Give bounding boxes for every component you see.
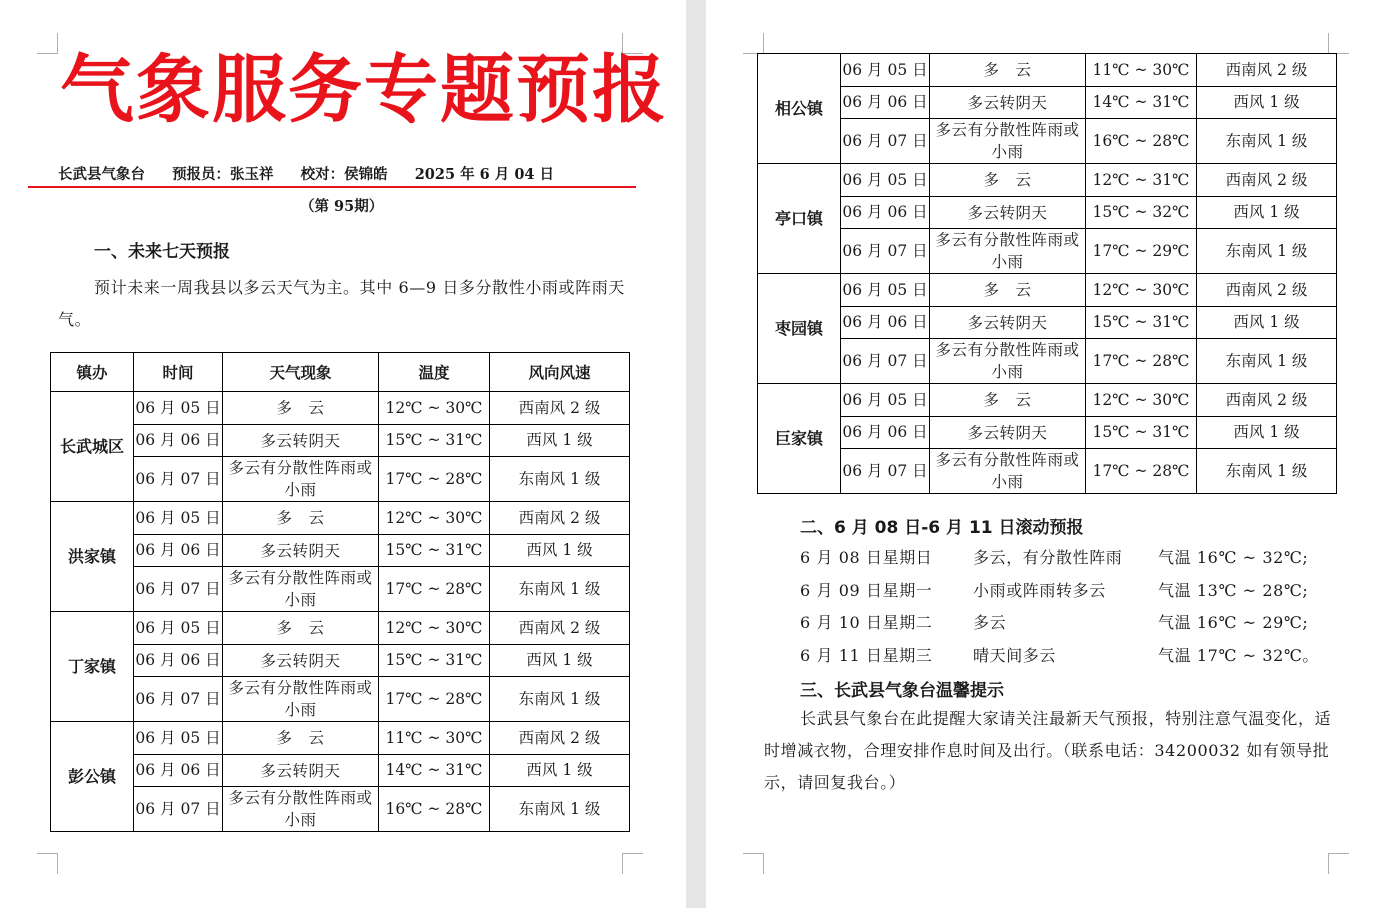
date-cell: 06 月 05 日 — [841, 274, 930, 307]
temperature-cell: 15℃ ~ 31℃ — [379, 645, 490, 677]
temperature-cell: 15℃ ~ 31℃ — [379, 535, 490, 567]
table-row — [758, 87, 1337, 119]
crop-mark — [37, 853, 58, 874]
rolling-temp: 气温 16℃ ~ 32℃; — [1158, 548, 1309, 567]
temperature-cell: 16℃ ~ 28℃ — [1086, 119, 1197, 164]
rolling-weather: 晴天间多云 — [973, 646, 1057, 665]
temperature-cell: 17℃ ~ 28℃ — [1086, 449, 1197, 494]
crop-mark — [37, 33, 58, 54]
temperature-cell: 12℃ ~ 30℃ — [379, 612, 490, 645]
date-cell: 06 月 06 日 — [134, 425, 223, 457]
date-cell: 06 月 06 日 — [134, 755, 223, 787]
wind-cell: 西南风 2 级 — [490, 392, 630, 425]
town-name: 巨家镇 — [758, 384, 841, 494]
header-divider — [28, 186, 636, 188]
date-cell: 06 月 05 日 — [841, 164, 930, 197]
table-row — [51, 502, 630, 535]
report-meta — [58, 163, 638, 184]
table-row — [51, 567, 630, 612]
town-name: 相公镇 — [758, 54, 841, 164]
issue-number: （第 95期） — [300, 198, 384, 215]
table-row — [51, 612, 630, 645]
rolling-day: 6 月 11 日星期三 — [800, 646, 933, 665]
report-date: 2025 年 6 月 04 日 — [414, 166, 555, 183]
weather-cell: 多云有分散性阵雨或小雨 — [930, 229, 1086, 274]
table-row — [51, 535, 630, 567]
rolling-day: 6 月 08 日星期日 — [800, 548, 933, 567]
weather-cell: 多云有分散性阵雨或小雨 — [930, 119, 1086, 164]
weather-cell: 多云有分散性阵雨或小雨 — [223, 677, 379, 722]
weather-cell: 多云转阴天 — [930, 197, 1086, 229]
section-3-heading: 三、长武县气象台温馨提示 — [800, 681, 1004, 701]
wind-cell: 西南风 2 级 — [1197, 384, 1337, 417]
table-row — [758, 197, 1337, 229]
table-row — [51, 645, 630, 677]
date-cell: 06 月 06 日 — [841, 417, 930, 449]
temperature-cell: 11℃ ~ 30℃ — [379, 722, 490, 755]
weather-cell: 多云转阴天 — [223, 425, 379, 457]
crop-mark — [1328, 33, 1349, 54]
table-row — [758, 274, 1337, 307]
weather-cell: 多云转阴天 — [223, 535, 379, 567]
temperature-cell: 15℃ ~ 32℃ — [1086, 197, 1197, 229]
crop-mark — [743, 33, 764, 54]
column-header: 风向风速 — [490, 353, 630, 392]
forecaster: 预报员：张玉祥 — [172, 166, 274, 183]
temperature-cell: 15℃ ~ 31℃ — [379, 425, 490, 457]
table-row — [51, 755, 630, 787]
date-cell: 06 月 06 日 — [134, 645, 223, 677]
date-cell: 06 月 05 日 — [841, 384, 930, 417]
weather-cell: 多云转阴天 — [930, 417, 1086, 449]
town-name: 洪家镇 — [51, 502, 134, 612]
temperature-cell: 12℃ ~ 30℃ — [379, 502, 490, 535]
table-row — [758, 449, 1337, 494]
table-row — [758, 229, 1337, 274]
table-row — [758, 119, 1337, 164]
date-cell: 06 月 07 日 — [841, 339, 930, 384]
weather-cell: 多 云 — [223, 502, 379, 535]
section-1-text: 预计未来一周我县以多云天气为主。其中 6—9 日多分散性小雨或阵雨天气。 — [58, 278, 625, 329]
table-row — [51, 457, 630, 502]
temperature-cell: 17℃ ~ 28℃ — [1086, 339, 1197, 384]
temperature-cell: 12℃ ~ 30℃ — [1086, 384, 1197, 417]
crop-mark — [743, 853, 764, 874]
weather-cell: 多云有分散性阵雨或小雨 — [930, 449, 1086, 494]
wind-cell: 东南风 1 级 — [1197, 449, 1337, 494]
rolling-temp: 气温 13℃ ~ 28℃; — [1158, 581, 1309, 600]
temperature-cell: 16℃ ~ 28℃ — [379, 787, 490, 832]
column-header: 镇办 — [51, 353, 134, 392]
date-cell: 06 月 05 日 — [134, 392, 223, 425]
table-row — [758, 339, 1337, 384]
wind-cell: 东南风 1 级 — [1197, 229, 1337, 274]
temperature-cell: 12℃ ~ 30℃ — [379, 392, 490, 425]
section-3-text: 长武县气象台在此提醒大家请关注最新天气预报，特别注意气温变化，适时增减衣物，合理安排作息时间及出行。（联系电话：34200032 如有领导批示，请回复我台。） — [764, 709, 1332, 792]
table-row — [51, 787, 630, 832]
page-1 — [0, 0, 686, 908]
table-row — [758, 384, 1337, 417]
date-cell: 06 月 07 日 — [134, 457, 223, 502]
temperature-cell: 17℃ ~ 28℃ — [379, 567, 490, 612]
wind-cell: 西南风 2 级 — [1197, 274, 1337, 307]
temperature-cell: 17℃ ~ 28℃ — [379, 677, 490, 722]
date-cell: 06 月 07 日 — [841, 119, 930, 164]
weather-cell: 多云转阴天 — [930, 307, 1086, 339]
temperature-cell: 17℃ ~ 28℃ — [379, 457, 490, 502]
date-cell: 06 月 06 日 — [841, 197, 930, 229]
date-cell: 06 月 05 日 — [841, 54, 930, 87]
wind-cell: 西风 1 级 — [1197, 87, 1337, 119]
date-cell: 06 月 05 日 — [134, 722, 223, 755]
table-row — [758, 307, 1337, 339]
date-cell: 06 月 06 日 — [841, 307, 930, 339]
wind-cell: 东南风 1 级 — [490, 677, 630, 722]
table-row — [51, 677, 630, 722]
wind-cell: 西风 1 级 — [490, 425, 630, 457]
wind-cell: 西风 1 级 — [1197, 417, 1337, 449]
crop-mark — [622, 853, 643, 874]
section-1-heading: 一、未来七天预报 — [94, 242, 230, 262]
table-row — [758, 164, 1337, 197]
wind-cell: 东南风 1 级 — [490, 567, 630, 612]
date-cell: 06 月 07 日 — [134, 567, 223, 612]
temperature-cell: 11℃ ~ 30℃ — [1086, 54, 1197, 87]
temperature-cell: 14℃ ~ 31℃ — [1086, 87, 1197, 119]
wind-cell: 西南风 2 级 — [1197, 54, 1337, 87]
date-cell: 06 月 05 日 — [134, 502, 223, 535]
wind-cell: 西风 1 级 — [1197, 307, 1337, 339]
town-name: 丁家镇 — [51, 612, 134, 722]
rolling-temp: 气温 16℃ ~ 29℃; — [1158, 613, 1309, 632]
column-header: 天气现象 — [223, 353, 379, 392]
temperature-cell: 17℃ ~ 29℃ — [1086, 229, 1197, 274]
wind-cell: 西南风 2 级 — [490, 502, 630, 535]
wind-cell: 东南风 1 级 — [490, 787, 630, 832]
town-name: 亭口镇 — [758, 164, 841, 274]
weather-cell: 多 云 — [223, 392, 379, 425]
rolling-weather: 多云 — [973, 613, 1007, 632]
forecast-table-part-2 — [757, 53, 1337, 494]
table-header-row — [51, 353, 630, 392]
wind-cell: 东南风 1 级 — [490, 457, 630, 502]
column-header: 时间 — [134, 353, 223, 392]
date-cell: 06 月 07 日 — [841, 449, 930, 494]
wind-cell: 东南风 1 级 — [1197, 119, 1337, 164]
rolling-day: 6 月 10 日星期二 — [800, 613, 933, 632]
temperature-cell: 15℃ ~ 31℃ — [1086, 307, 1197, 339]
temperature-cell: 15℃ ~ 31℃ — [1086, 417, 1197, 449]
date-cell: 06 月 06 日 — [841, 87, 930, 119]
town-name: 彭公镇 — [51, 722, 134, 832]
weather-cell: 多云转阴天 — [223, 755, 379, 787]
rolling-weather: 小雨或阵雨转多云 — [973, 581, 1106, 600]
wind-cell: 西风 1 级 — [490, 535, 630, 567]
wind-cell: 东南风 1 级 — [1197, 339, 1337, 384]
weather-cell: 多云转阴天 — [223, 645, 379, 677]
wind-cell: 西风 1 级 — [490, 645, 630, 677]
table-row — [51, 392, 630, 425]
temperature-cell: 14℃ ~ 31℃ — [379, 755, 490, 787]
weather-cell: 多 云 — [930, 384, 1086, 417]
date-cell: 06 月 06 日 — [134, 535, 223, 567]
table-row — [758, 417, 1337, 449]
crop-mark — [1328, 853, 1349, 874]
report-title: 气象服务专题预报 — [60, 47, 668, 133]
weather-cell: 多云有分散性阵雨或小雨 — [223, 567, 379, 612]
table-row — [51, 722, 630, 755]
column-header: 温度 — [379, 353, 490, 392]
wind-cell: 西风 1 级 — [1197, 197, 1337, 229]
table-row — [758, 54, 1337, 87]
town-name: 长武城区 — [51, 392, 134, 502]
table-row — [51, 425, 630, 457]
weather-cell: 多 云 — [930, 54, 1086, 87]
wind-cell: 西风 1 级 — [490, 755, 630, 787]
section-2-heading: 二、6 月 08 日-6 月 11 日滚动预报 — [800, 518, 1084, 538]
page-gap — [686, 0, 706, 908]
weather-cell: 多云有分散性阵雨或小雨 — [930, 339, 1086, 384]
forecast-table-part-1 — [50, 352, 630, 832]
wind-cell: 西南风 2 级 — [490, 722, 630, 755]
weather-cell: 多 云 — [223, 612, 379, 645]
weather-cell: 多云转阴天 — [930, 87, 1086, 119]
weather-cell: 多云有分散性阵雨或小雨 — [223, 457, 379, 502]
rolling-temp: 气温 17℃ ~ 32℃。 — [1158, 646, 1319, 665]
rolling-weather: 多云，有分散性阵雨 — [973, 548, 1123, 567]
weather-cell: 多云有分散性阵雨或小雨 — [223, 787, 379, 832]
town-name: 枣园镇 — [758, 274, 841, 384]
wind-cell: 西南风 2 级 — [1197, 164, 1337, 197]
weather-cell: 多 云 — [930, 274, 1086, 307]
date-cell: 06 月 07 日 — [134, 787, 223, 832]
date-cell: 06 月 05 日 — [134, 612, 223, 645]
date-cell: 06 月 07 日 — [841, 229, 930, 274]
rolling-day: 6 月 09 日星期一 — [800, 581, 933, 600]
temperature-cell: 12℃ ~ 31℃ — [1086, 164, 1197, 197]
station-name: 长武县气象台 — [58, 166, 145, 183]
weather-cell: 多 云 — [223, 722, 379, 755]
temperature-cell: 12℃ ~ 30℃ — [1086, 274, 1197, 307]
checker: 校对：侯锦皓 — [300, 166, 388, 183]
wind-cell: 西南风 2 级 — [490, 612, 630, 645]
weather-cell: 多 云 — [930, 164, 1086, 197]
date-cell: 06 月 07 日 — [134, 677, 223, 722]
